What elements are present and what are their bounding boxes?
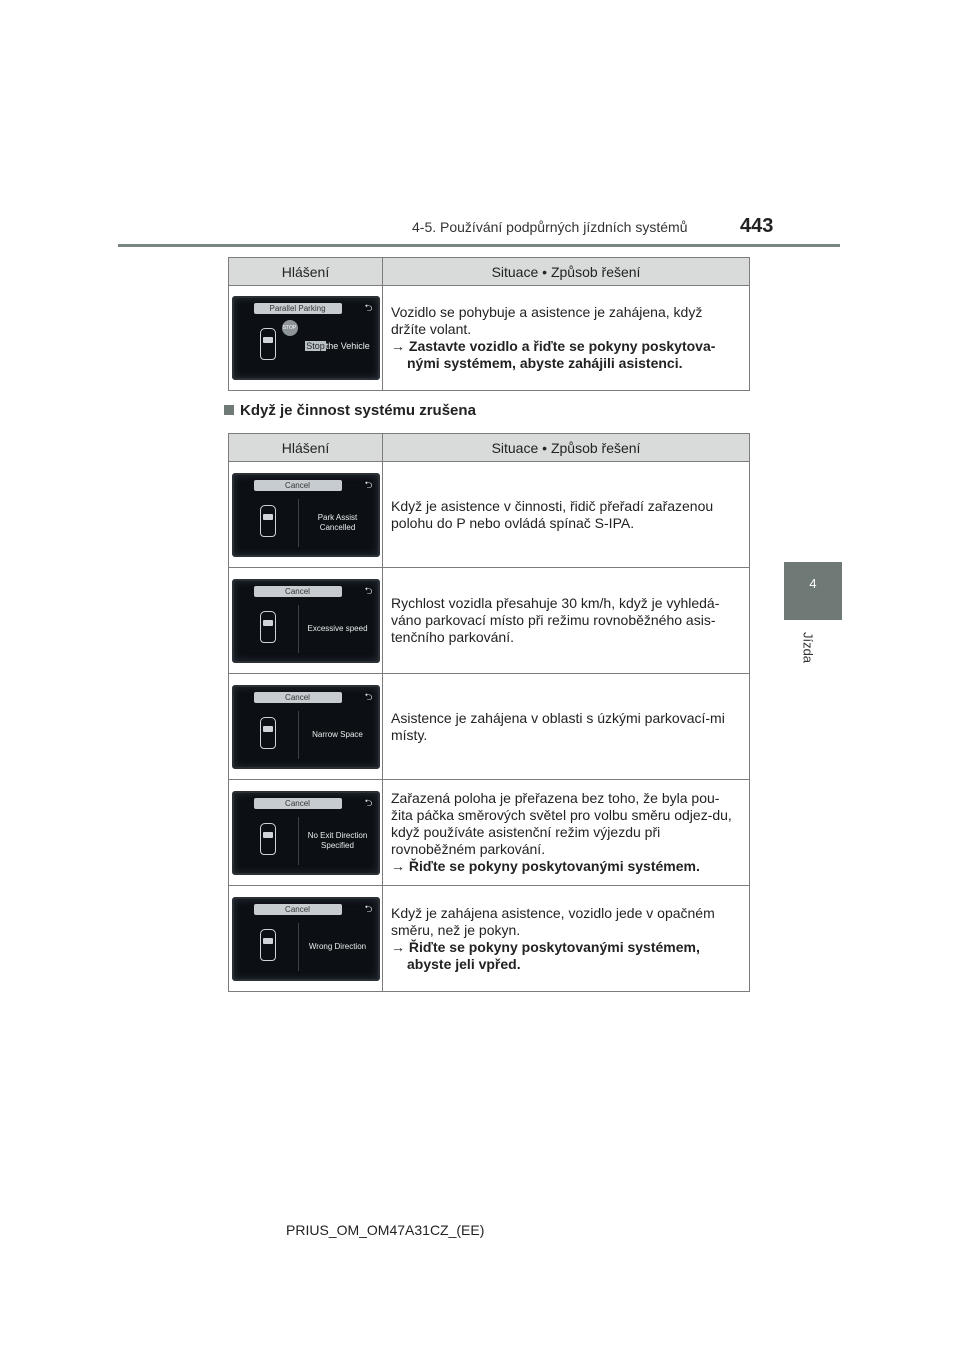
chapter-label	[800, 628, 816, 668]
arrow-icon: →	[391, 938, 405, 955]
top-message-table	[228, 257, 750, 391]
section-heading-text: Když je činnost systému zrušena	[240, 402, 476, 419]
display-screen	[232, 473, 380, 557]
screen-divider	[298, 711, 299, 759]
table-row	[229, 674, 750, 780]
back-icon: ⮌	[364, 903, 373, 915]
display-screen	[232, 685, 380, 769]
table-row	[229, 568, 750, 674]
car-icon	[260, 328, 276, 360]
screen-divider	[298, 499, 299, 547]
car-icon	[260, 823, 276, 855]
screen-message: Excessive speed	[307, 623, 368, 633]
table-row	[229, 462, 750, 568]
table-row	[229, 886, 750, 992]
message-image-cell	[229, 780, 383, 886]
arrow-icon: →	[391, 858, 405, 874]
table-row	[229, 286, 750, 391]
situation-cell	[383, 568, 750, 674]
action-line	[391, 858, 741, 875]
screen-message: Wrong Direction	[308, 941, 367, 951]
col-header-situation: Situace • Způsob řešení	[383, 434, 750, 462]
situation-text: Vozidlo se pohybuje a asistence je zahájena, když držíte volant.	[391, 304, 703, 337]
screen-title: Parallel Parking	[254, 303, 342, 314]
col-header-message: Hlášení	[229, 434, 383, 462]
screen-message: Park Assist Cancelled	[317, 512, 358, 532]
screen-message: No Exit Direction Specified	[307, 830, 368, 850]
screen-divider	[298, 923, 299, 971]
message-image-cell	[229, 568, 383, 674]
screen-title: Cancel	[254, 692, 342, 703]
situation-cell	[383, 780, 750, 886]
screen-title: Cancel	[254, 480, 342, 491]
situation-cell	[383, 886, 750, 992]
arrow-icon: →	[391, 338, 405, 354]
action-text: Řiďte se pokyny poskytovanými systémem, abyste jeli vpřed.	[407, 938, 700, 972]
situation-text: Když je asistence v činnosti, řidič přeřadí zařazenou polohu do P nebo ovládá spínač S-IPA.	[391, 497, 714, 531]
situation-text: Zařazená poloha je přeřazena bez toho, že byla pou-žita páčka směrových světel pro volbu směru odjez-du, když používáte asistenční režim výjezdu při rovnoběžném parkování.	[391, 790, 732, 857]
action-line	[391, 338, 741, 372]
message-image-cell	[229, 886, 383, 992]
action-text: Řiďte se pokyny poskytovanými systémem.	[408, 858, 700, 874]
stop-badge: STOP	[282, 320, 298, 336]
message-image-cell	[229, 462, 383, 568]
chapter-tab: 4	[784, 562, 842, 620]
header-rule	[118, 244, 840, 247]
car-icon	[260, 505, 276, 537]
header-section-title: 4-5. Používání podpůrných jízdních systémů	[412, 219, 688, 235]
back-icon: ⮌	[364, 303, 373, 314]
display-screen	[232, 897, 380, 981]
display-screen	[232, 791, 380, 875]
section-heading	[224, 402, 476, 419]
situation-text: Rychlost vozidla přesahuje 30 km/h, když je vyhledá-váno parkovací místo při režimu rovnoběžného asis-tenčního parkování.	[391, 595, 720, 645]
car-icon	[260, 717, 276, 749]
col-header-situation: Situace • Způsob řešení	[383, 258, 750, 286]
situation-cell	[383, 674, 750, 780]
situation-cell	[383, 462, 750, 568]
situation-text: Asistence je zahájena v oblasti s úzkými parkovací-mi místy.	[391, 709, 725, 743]
car-icon	[260, 611, 276, 643]
back-icon: ⮌	[364, 479, 373, 491]
display-screen	[232, 579, 380, 663]
screen-title: Cancel	[254, 586, 342, 597]
table-row	[229, 780, 750, 886]
message-image-cell	[229, 286, 383, 391]
screen-message-highlight: Stop	[306, 341, 325, 351]
message-image-cell	[229, 674, 383, 780]
car-icon	[260, 929, 276, 961]
back-icon: ⮌	[364, 585, 373, 597]
screen-divider	[298, 605, 299, 653]
table-header-row	[229, 434, 750, 462]
screen-divider	[298, 817, 299, 865]
screen-message	[300, 322, 376, 370]
screen-title: Cancel	[254, 904, 342, 915]
back-icon: ⮌	[364, 797, 373, 809]
table-header-row	[229, 258, 750, 286]
footer-doc-code: PRIUS_OM_OM47A31CZ_(EE)	[286, 1222, 485, 1238]
screen-title: Cancel	[254, 798, 342, 809]
situation-text: Když je zahájena asistence, vozidlo jede v opačném směru, než je pokyn.	[391, 904, 715, 938]
action-text: Zastavte vozidlo a řiďte se pokyny poskytova-nými systémem, abyste zahájili asistenci.	[407, 338, 716, 371]
action-line	[391, 939, 741, 973]
screen-message: Narrow Space	[312, 729, 363, 739]
chapter-label-text: Jízda	[800, 631, 816, 664]
situation-cell	[383, 286, 750, 391]
cancel-message-table	[228, 433, 750, 992]
page-number: 443	[740, 215, 774, 237]
back-icon: ⮌	[364, 691, 373, 703]
display-screen	[232, 296, 380, 380]
screen-message-rest: the Vehicle	[325, 341, 370, 351]
col-header-message: Hlášení	[229, 258, 383, 286]
square-bullet-icon	[224, 405, 234, 415]
